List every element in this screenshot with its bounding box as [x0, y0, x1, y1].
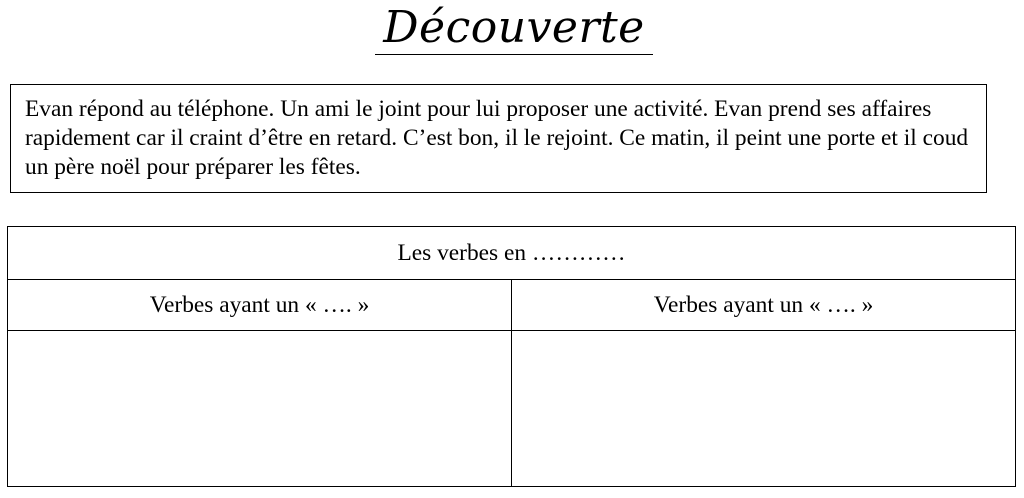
- table-column-headers-row: [8, 280, 1016, 331]
- table-header-cell: Les verbes en …………: [8, 227, 1016, 280]
- table-header-row: [8, 227, 1016, 280]
- reading-passage: Evan répond au téléphone. Un ami le joint pour lui proposer une activité. Evan prend ses affaires rapidement car il craint d’être en retard. C’est bon, il le rejoint. Ce matin, il peint une porte et il coud un père noël pour préparer les fêtes.: [25, 96, 969, 180]
- column-header-right: Verbes ayant un « …. »: [512, 280, 1016, 331]
- column-header-left: Verbes ayant un « …. »: [8, 280, 512, 331]
- reading-passage-box: [10, 84, 987, 193]
- table-row: [8, 331, 1016, 487]
- worksheet-title: Découverte: [375, 2, 652, 55]
- verb-sorting-table: [7, 226, 1016, 487]
- worksheet-title-container: [0, 2, 1024, 55]
- answer-cell-left[interactable]: [8, 331, 512, 487]
- answer-cell-right[interactable]: [512, 331, 1016, 487]
